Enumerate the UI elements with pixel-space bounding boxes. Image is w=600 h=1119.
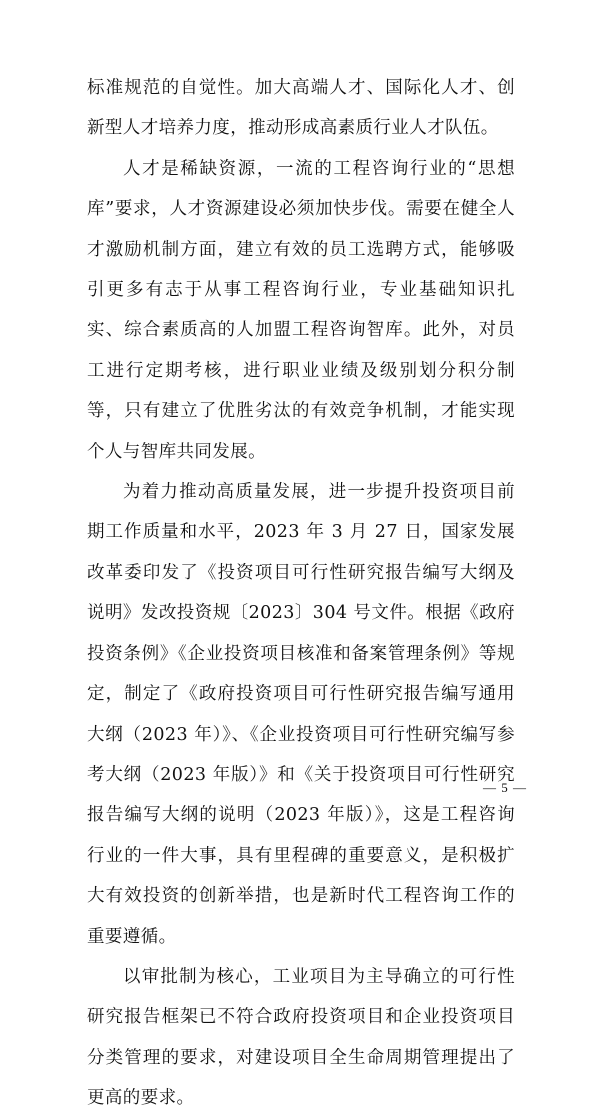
paragraph-1: 标准规范的自觉性。加大高端人才、国际化人才、创新型人才培养力度，推动形成高素质行业人才队伍。: [87, 78, 515, 139]
paragraph-3: 为着力推动高质量发展，进一步提升投资项目前期工作质量和水平，2023 年 3 月 27 日，国家发展改革委印发了《投资项目可行性研究报告编写大纲及说明》发改投资规〔2023〕304 号文件。根据《政府投资条例》《企业投资项目核准和备案管理条例》等规定，制定了《政府投资项目可行性研究报告编写通用大纲（2023 年）》、《企业投资项目可行性研究编写参考大纲（2023 年版）》和《关于投资项目可行性研究报告编写大纲的说明（2023 年版）》，这是工程咨询行业的一件大事，具有里程碑的重要意义，是积极扩大有效投资的创新举措，也是新时代工程咨询工作的重要遵循。: [87, 482, 515, 947]
paragraph-4: 以审批制为核心，工业项目为主导确立的可行性研究报告框架已不符合政府投资项目和企业投资项目分类管理的要求，对建设项目全生命周期管理提出了更高的要求。: [87, 966, 515, 1109]
paragraph-2: 人才是稀缺资源，一流的工程咨询行业的“思想库”要求，人才资源建设必须加快步伐。需要在健全人才激励机制方面，建立有效的员工选聘方式，能够吸引更多有志于从事工程咨询行业，专业基础知识扎实、综合素质高的人加盟工程咨询智库。此外，对员工进行定期考核，进行职业业绩及级别划分积分制等，只有建立了优胜劣汰的有效竞争机制，才能实现个人与智库共同发展。: [87, 158, 515, 462]
document-body: [87, 68, 515, 1119]
page-number: — 5 —: [483, 780, 527, 795]
